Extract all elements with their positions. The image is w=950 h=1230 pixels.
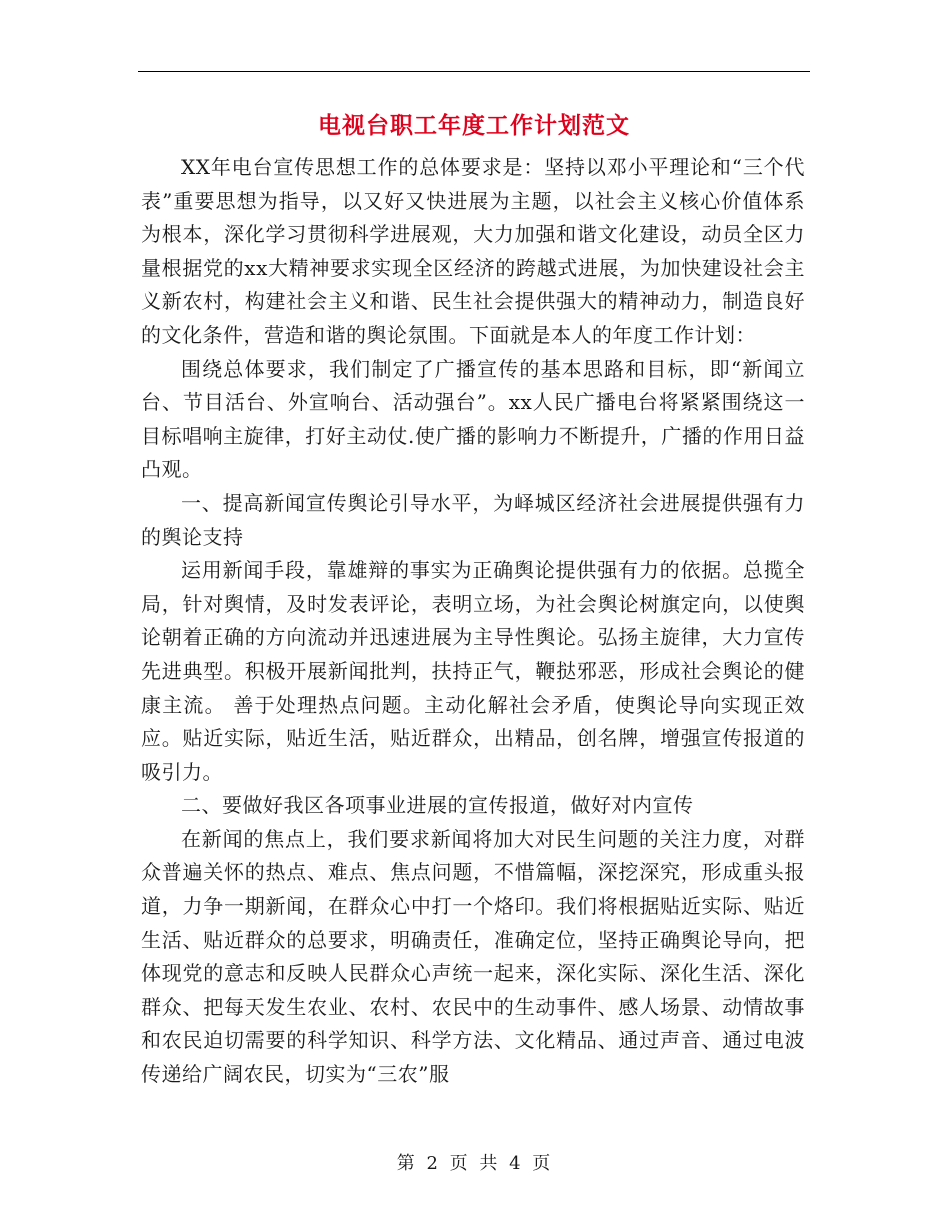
paragraph: 在新闻的焦点上，我们要求新闻将加大对民生问题的关注力度，对群众普遍关怀的热点、难点、焦点问题，不惜篇幅，深挖深究，形成重头报道，力争一期新闻，在群众心中打一个烙印。我们将根据贴近实际、贴近生活、贴近群众的总要求，明确责任，准确定位，坚持正确舆论导向，把体现党的意志和反映人民群众心声统一起来，深化实际、深化生活、深化群众、把每天发生农业、农村、农民中的生动事件、感人场景、动情故事和农民迫切需要的科学知识、科学方法、文化精品、通过声音、通过电波传递给广阔农民，切实为“三农”服 <box>141 826 805 1087</box>
section-heading: 一、提高新闻宣传舆论引导水平，为峄城区经济社会进展提供强有力的舆论支持 <box>141 490 805 549</box>
paragraph: XX年电台宣传思想工作的总体要求是：坚持以邓小平理论和“三个代表”重要思想为指导，以又好又快进展为主题，以社会主义核心价值体系为根本，深化学习贯彻科学进展观，大力加强和谐文化建设，动员全区力量根据党的xx大精神要求实现全区经济的跨越式进展，为加快建设社会主义新农村，构建社会主义和谐、民生社会提供强大的精神动力，制造良好的文化条件，营造和谐的舆论氛围。下面就是本人的年度工作计划： <box>141 155 805 347</box>
document-body <box>141 151 805 1092</box>
paragraph: 围绕总体要求，我们制定了广播宣传的基本思路和目标，即“新闻立台、节目活台、外宣响台、活动强台”。xx人民广播电台将紧紧围绕这一目标唱响主旋律，打好主动仗.使广播的影响力不断提升，广播的作用日益凸观。 <box>141 356 805 482</box>
document-title: 电视台职工年度工作计划范文 <box>318 112 630 139</box>
section-heading: 二、要做好我区各项事业进展的宣传报道，做好对内宣传 <box>181 793 694 818</box>
page-number-footer: 第 2 页 共 4 页 <box>396 1153 552 1174</box>
paragraph: 运用新闻手段，靠雄辩的事实为正确舆论提供强有力的依据。总揽全局，针对舆情，及时发表评论，表明立场，为社会舆论树旗定向，以使舆论朝着正确的方向流动并迅速进展为主导性舆论。弘扬主旋律，大力宣传先进典型。积极开展新闻批判，扶持正气，鞭挞邪恶，形成社会舆论的健康主流。 善于处理热点问题。主动化解社会矛盾，使舆论导向实现正效应。贴近实际，贴近生活，贴近群众，出精品，创名牌，增强宣传报道的吸引力。 <box>141 558 805 784</box>
header-rule <box>138 71 810 72</box>
